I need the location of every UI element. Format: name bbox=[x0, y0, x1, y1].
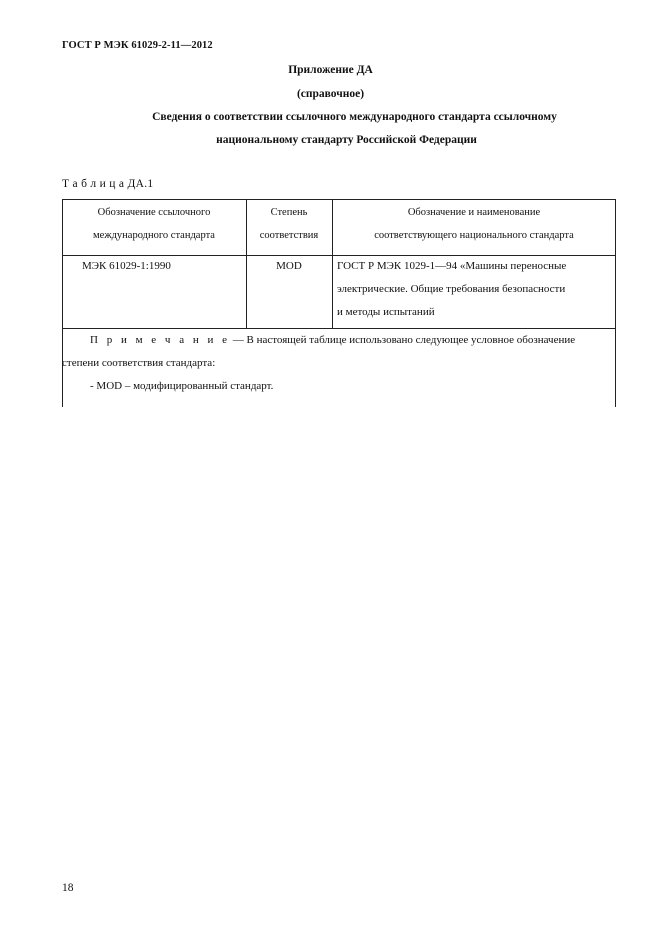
appendix-title-line-2: национальному стандарту Российской Федерации bbox=[216, 134, 477, 146]
table-cell-national-standard bbox=[337, 255, 566, 324]
table-caption-label: Т а б л и ц а bbox=[62, 178, 125, 190]
page-number: 18 bbox=[62, 882, 74, 894]
table-caption-id: ДА.1 bbox=[127, 178, 154, 190]
document-code: ГОСТ Р МЭК 61029-2-11—2012 bbox=[62, 40, 213, 51]
column-header-intl-line2: международного стандарта bbox=[93, 230, 215, 241]
table-cell-intl-standard: МЭК 61029-1:1990 bbox=[82, 260, 171, 272]
column-header-intl-line1: Обозначение ссылочного bbox=[97, 207, 211, 218]
table-right-border bbox=[615, 199, 616, 407]
table-note-text: — В настоящей таблице использовано следующее условное обозначение bbox=[230, 334, 576, 346]
correspondence-table bbox=[62, 199, 616, 407]
table-note-label: П р и м е ч а н и е bbox=[90, 334, 230, 346]
column-header-degree-line2: соответствия bbox=[259, 230, 319, 241]
national-standard-line-1: ГОСТ Р МЭК 1029-1—94 «Машины переносные bbox=[337, 260, 567, 272]
column-header-degree-line1: Степень bbox=[270, 207, 308, 218]
table-note-line-3: - MOD – модифицированный стандарт. bbox=[90, 380, 274, 392]
column-header-degree bbox=[246, 201, 332, 247]
appendix-heading: Приложение ДА bbox=[288, 64, 373, 76]
column-header-national-standard bbox=[333, 201, 615, 247]
appendix-subheading: (справочное) bbox=[296, 88, 365, 100]
appendix-title-line-1: Сведения о соответствии ссылочного международного стандарта ссылочному bbox=[152, 111, 557, 123]
table-note-line-1 bbox=[90, 329, 575, 352]
table-note-line-2: степени соответствия стандарта: bbox=[62, 357, 216, 369]
column-header-national-line2: соответствующего национального стандарта bbox=[374, 230, 574, 241]
national-standard-line-2: электрические. Общие требования безопасности bbox=[337, 283, 566, 295]
table-cell-degree: MOD bbox=[276, 260, 302, 272]
table-top-border bbox=[62, 199, 616, 200]
table-caption bbox=[62, 178, 153, 190]
national-standard-line-3: и методы испытаний bbox=[337, 306, 435, 318]
column-header-intl-standard bbox=[62, 201, 246, 247]
column-header-national-line1: Обозначение и наименование bbox=[407, 207, 541, 218]
